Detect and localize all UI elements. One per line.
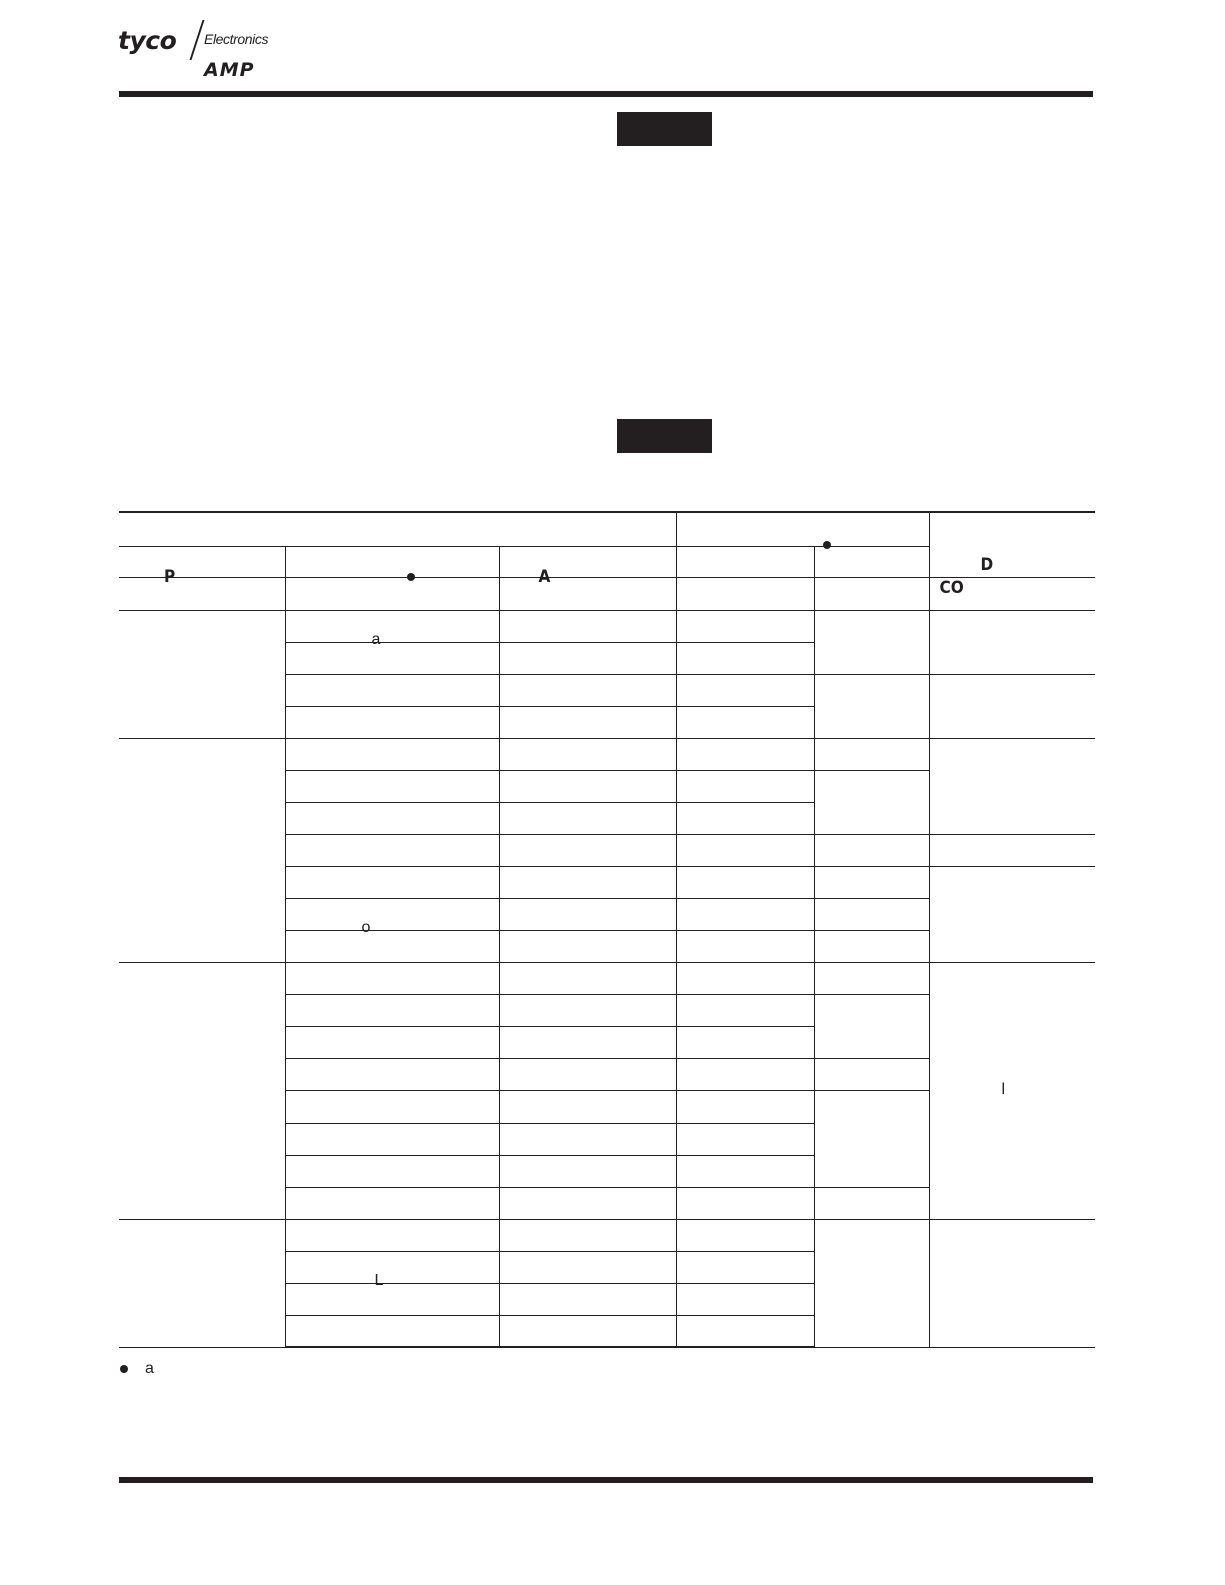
- group-cell-1: [119, 610, 285, 738]
- bullet-icon: [823, 541, 831, 549]
- group-cell-2: [119, 738, 285, 962]
- header-col-p: P: [119, 546, 285, 577]
- tyco-electronics-amp-logo: [118, 18, 298, 82]
- merged-right-cell: [929, 962, 1095, 1219]
- table-row: [119, 610, 1095, 642]
- bullet-icon: [407, 573, 415, 581]
- logo-tyco-wordmark: tyco: [118, 26, 177, 55]
- cell-fragment: o: [361, 919, 371, 936]
- logo-electronics-wordmark: Electronics: [204, 31, 269, 47]
- header-right-line1: D: [980, 554, 994, 575]
- group-cell-4: [119, 1219, 285, 1347]
- header-col-5: [814, 546, 929, 577]
- header-col-4: [676, 546, 814, 577]
- header-right-line2: CO: [939, 577, 964, 598]
- footnote-text: a: [145, 1360, 154, 1377]
- table-header-row-1: [119, 512, 1095, 546]
- specification-table: [119, 511, 1095, 1348]
- header-group-left: [119, 512, 676, 546]
- bullet-icon: [120, 1365, 128, 1373]
- logo-slash: [190, 20, 205, 60]
- table-row: [119, 738, 1095, 770]
- header-group-right: [929, 512, 1095, 598]
- logo-amp-wordmark: AMP: [204, 59, 255, 81]
- table-row: [119, 1219, 1095, 1251]
- cell-fragment: l: [1001, 1080, 1006, 1098]
- cell-fragment: a: [371, 631, 381, 648]
- footer-rule: [119, 1477, 1093, 1483]
- section-heading-block-2: [617, 419, 712, 453]
- header-rule: [119, 91, 1093, 97]
- cell-fragment: L: [374, 1272, 384, 1289]
- section-heading-block-1: [617, 112, 712, 146]
- header-col-2: [285, 546, 499, 577]
- group-cell-3: [119, 962, 285, 1219]
- table-row: [119, 962, 1095, 994]
- header-group-middle: [676, 512, 929, 546]
- header-col-a: A: [499, 546, 676, 577]
